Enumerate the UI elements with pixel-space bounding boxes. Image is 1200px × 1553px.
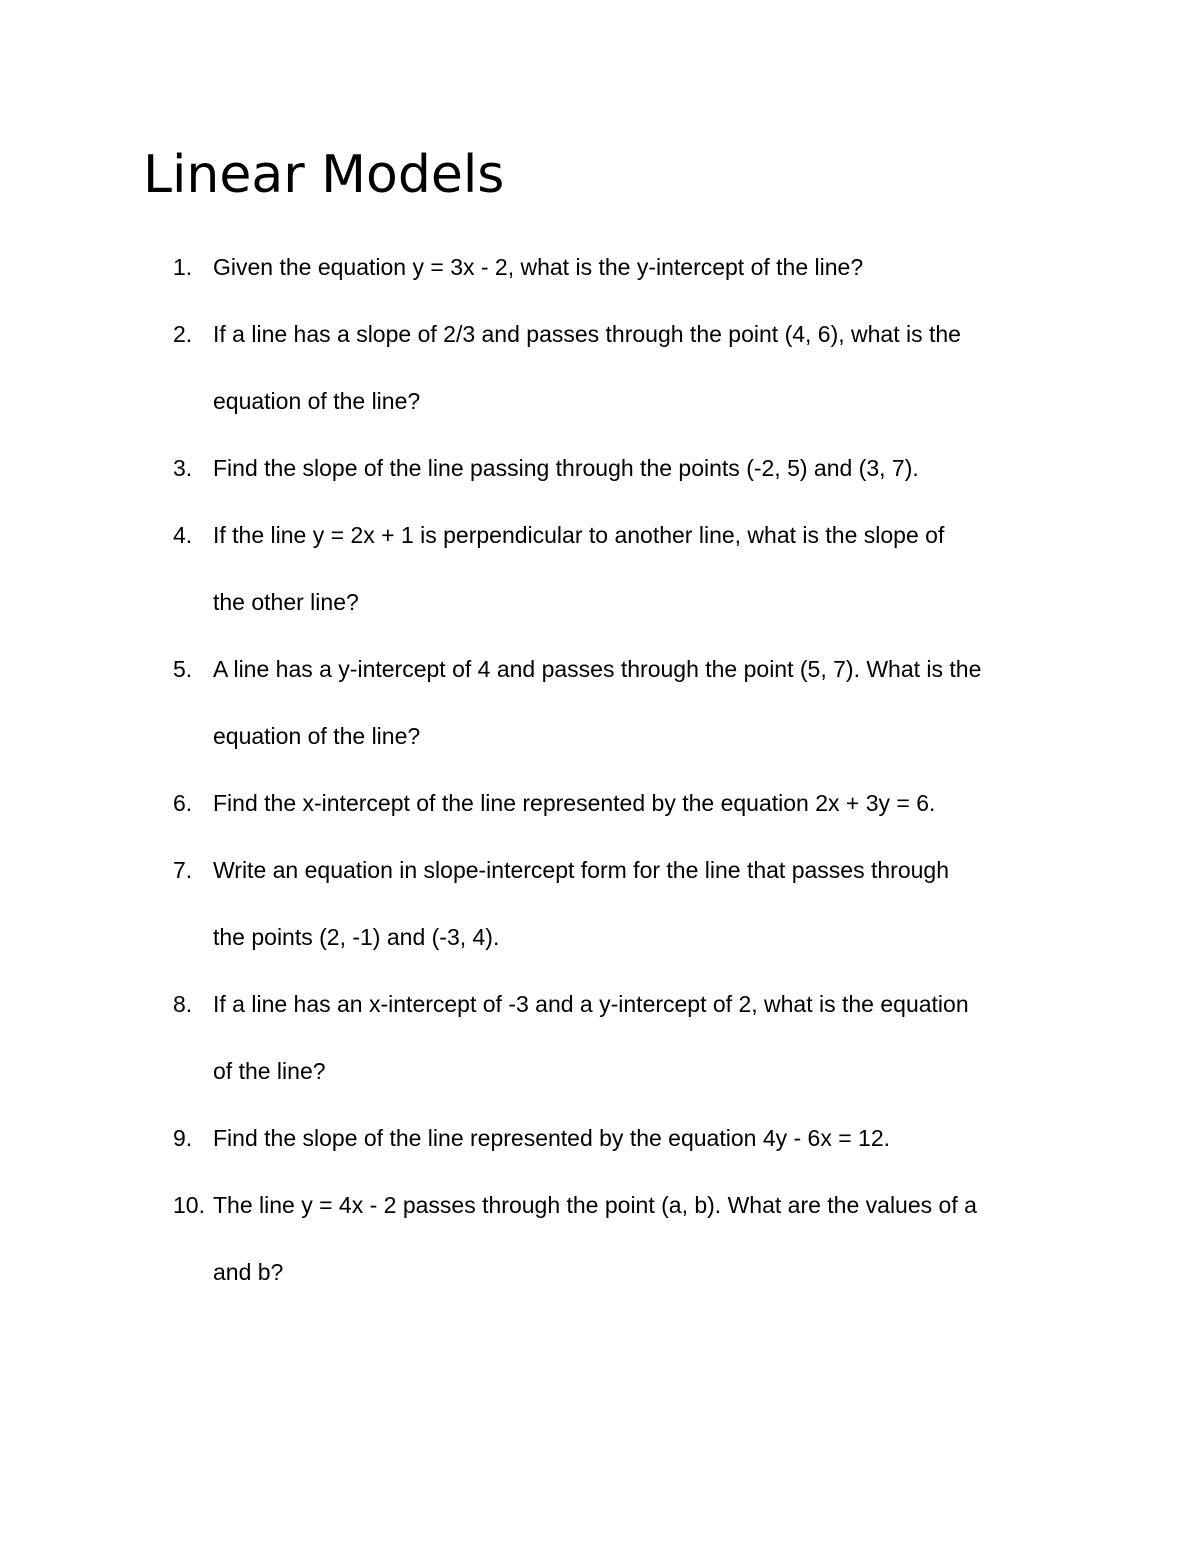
question-line: Find the slope of the line represented by the equation 4y - 6x = 12. — [213, 1125, 891, 1151]
question-number: 5. — [173, 656, 193, 682]
question-number: 8. — [173, 991, 193, 1017]
question-number: 7. — [173, 857, 193, 883]
question-number: 2. — [173, 321, 193, 347]
question-number: 9. — [173, 1125, 193, 1151]
question-number: 3. — [173, 455, 193, 481]
question-line: Given the equation y = 3x - 2, what is the y-intercept of the line? — [213, 254, 864, 280]
question-text — [213, 502, 944, 636]
question-number: 10. — [173, 1192, 205, 1218]
question-line: the points (2, -1) and (-3, 4). — [213, 924, 500, 950]
question-text — [213, 1172, 977, 1306]
question-text — [213, 234, 863, 301]
question-line: the other line? — [213, 589, 359, 615]
page-title: Linear Models — [143, 145, 505, 205]
question-line: equation of the line? — [213, 723, 421, 749]
question-line: The line y = 4x - 2 passes through the point (a, b). What are the values of a — [213, 1192, 977, 1218]
question-line: Write an equation in slope-intercept form for the line that passes through — [213, 857, 949, 883]
question-line: If the line y = 2x + 1 is perpendicular to another line, what is the slope of — [213, 522, 945, 548]
question-line: If a line has an x-intercept of -3 and a y-intercept of 2, what is the equation — [213, 991, 969, 1017]
question-line: Find the x-intercept of the line represented by the equation 2x + 3y = 6. — [213, 790, 936, 816]
question-line: Find the slope of the line passing through the points (-2, 5) and (3, 7). — [213, 455, 919, 481]
question-line: of the line? — [213, 1058, 326, 1084]
question-text — [213, 435, 919, 502]
question-line: and b? — [213, 1259, 284, 1285]
question-text — [213, 837, 949, 971]
question-line: If a line has a slope of 2/3 and passes through the point (4, 6), what is the — [213, 321, 961, 347]
question-line: A line has a y-intercept of 4 and passes through the point (5, 7). What is the — [213, 656, 982, 682]
question-number: 4. — [173, 522, 193, 548]
question-text — [213, 971, 969, 1105]
question-number: 6. — [173, 790, 193, 816]
question-text — [213, 301, 961, 435]
question-line: equation of the line? — [213, 388, 421, 414]
question-text — [213, 636, 981, 770]
question-number: 1. — [173, 254, 193, 280]
question-text — [213, 1105, 890, 1172]
question-text — [213, 770, 935, 837]
